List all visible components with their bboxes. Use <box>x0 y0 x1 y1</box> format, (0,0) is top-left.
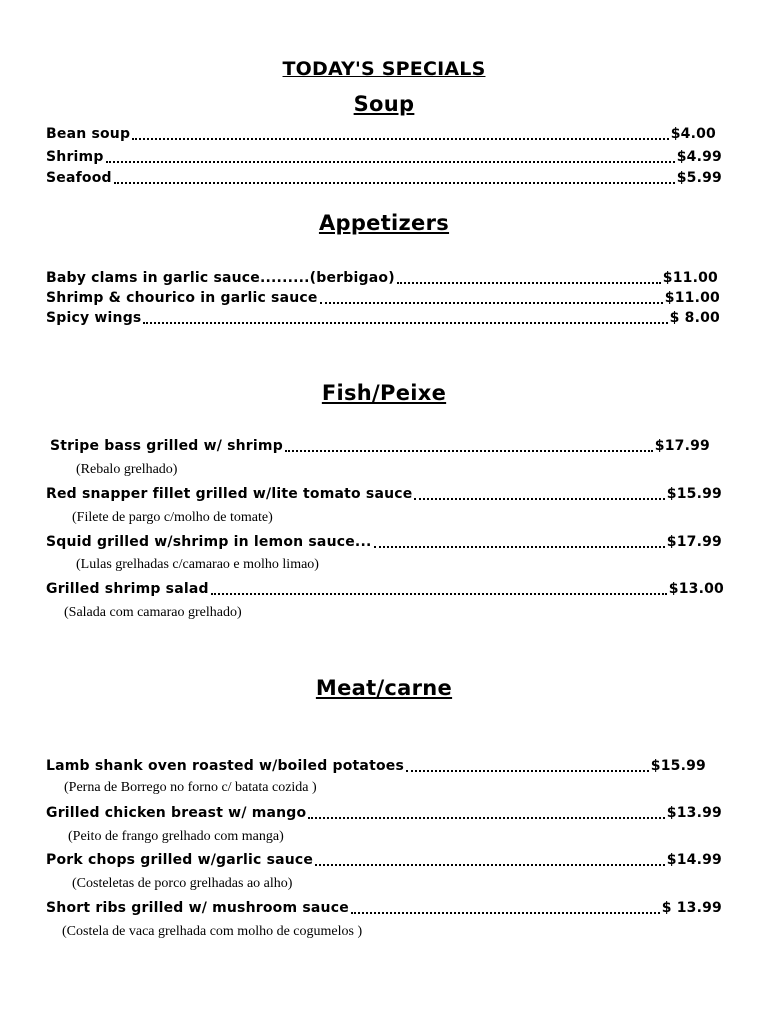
item-price: $13.00 <box>668 581 724 597</box>
item-price: $11.00 <box>664 290 720 306</box>
menu-item <box>50 438 710 456</box>
dot-leader <box>132 127 669 140</box>
menu-item <box>46 581 724 599</box>
item-price: $11.00 <box>662 270 718 286</box>
item-name: Squid grilled w/shrimp in lemon sauce... <box>46 534 372 550</box>
dot-leader <box>320 291 663 304</box>
dot-leader <box>374 535 665 548</box>
item-translation: (Costeletas de porco grelhadas ao alho) <box>72 876 293 891</box>
item-name: Shrimp & chourico in garlic sauce <box>46 290 318 306</box>
item-price: $ 8.00 <box>669 310 720 326</box>
menu-item <box>46 170 722 188</box>
item-price: $ 13.99 <box>661 900 722 916</box>
item-name: Pork chops grilled w/garlic sauce <box>46 852 314 868</box>
fish-heading: Fish/Peixe <box>321 381 447 405</box>
item-name: Lamb shank oven roasted w/boiled potatoes <box>46 758 405 774</box>
item-translation: (Costela de vaca grelhada com molho de cogumelos ) <box>62 924 363 939</box>
menu-item <box>46 758 706 776</box>
item-price: $13.99 <box>666 805 722 821</box>
item-price: $5.99 <box>676 170 722 186</box>
dot-leader <box>414 487 664 500</box>
item-name: Shrimp <box>46 149 104 165</box>
item-name: Short ribs grilled w/ mushroom sauce <box>46 900 349 916</box>
item-name: Grilled chicken breast w/ mango <box>46 805 307 821</box>
dot-leader <box>406 759 649 772</box>
dot-leader <box>211 582 667 595</box>
item-translation: (Salada com camarao grelhado) <box>64 605 242 620</box>
menu-item <box>46 534 722 552</box>
page-title: TODAY'S SPECIALS <box>282 58 486 80</box>
dot-leader <box>143 311 667 324</box>
item-price: $4.99 <box>676 149 722 165</box>
dot-leader <box>285 439 653 452</box>
item-price: $15.99 <box>666 486 722 502</box>
item-name: Bean soup <box>46 126 131 142</box>
dot-leader <box>106 150 675 163</box>
dot-leader <box>315 853 665 866</box>
soup-heading: Soup <box>353 92 415 116</box>
item-translation: (Perna de Borrego no forno c/ batata cozida ) <box>64 780 317 795</box>
item-price: $17.99 <box>654 438 710 454</box>
item-name: Grilled shrimp salad <box>46 581 209 597</box>
menu-item <box>46 805 722 823</box>
dot-leader <box>114 171 675 184</box>
item-price: $14.99 <box>666 852 722 868</box>
dot-leader <box>397 271 661 284</box>
appetizers-heading: Appetizers <box>318 211 450 235</box>
item-name: Red snapper fillet grilled w/lite tomato sauce <box>46 486 413 502</box>
meat-heading: Meat/carne <box>315 676 453 700</box>
item-name: Stripe bass grilled w/ shrimp <box>50 438 283 454</box>
menu-item <box>46 310 720 328</box>
dot-leader <box>308 806 664 819</box>
item-name: Baby clams in garlic sauce.........(berbigao) <box>46 270 395 286</box>
item-price: $4.00 <box>670 126 716 142</box>
item-translation: (Lulas grelhadas c/camarao e molho limao) <box>76 557 319 572</box>
dot-leader <box>351 901 660 914</box>
menu-item <box>46 852 722 870</box>
item-name: Seafood <box>46 170 112 186</box>
item-price: $17.99 <box>666 534 722 550</box>
menu-item <box>46 900 722 918</box>
item-translation: (Peito de frango grelhado com manga) <box>68 829 284 844</box>
item-translation: (Rebalo grelhado) <box>76 462 178 477</box>
menu-item <box>46 126 716 144</box>
menu-item <box>46 270 718 288</box>
item-translation: (Filete de pargo c/molho de tomate) <box>72 510 273 525</box>
menu-item <box>46 290 720 308</box>
item-price: $15.99 <box>650 758 706 774</box>
item-name: Spicy wings <box>46 310 142 326</box>
menu-item <box>46 486 722 504</box>
menu-item <box>46 149 722 167</box>
